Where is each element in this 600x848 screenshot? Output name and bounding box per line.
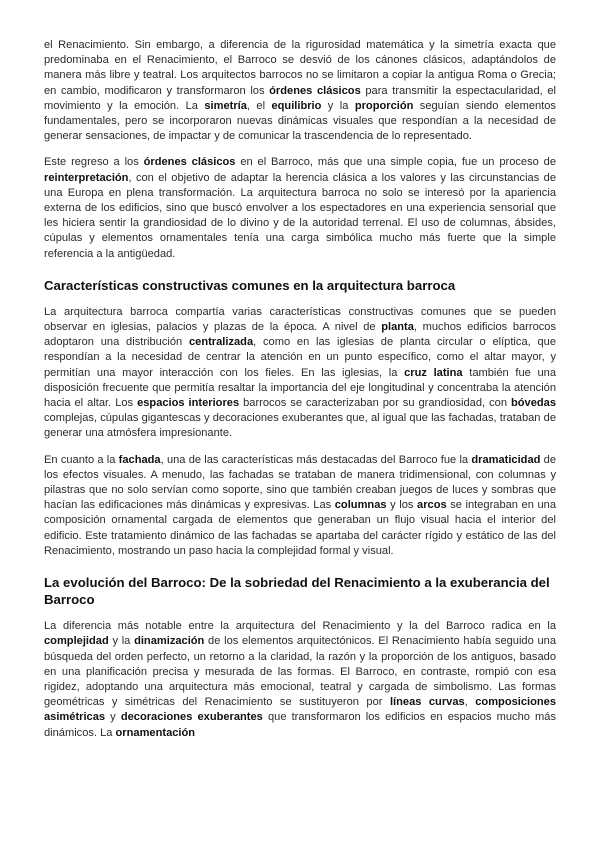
text-run: , una de las características más destacadas del Barroco fue la [160,453,472,466]
body-paragraph [44,305,556,442]
text-run: y [105,711,121,724]
bold-term: columnas [334,499,387,512]
body-paragraph [44,38,556,144]
text-run: barrocos se caracterizaban por su grandiosidad, con [239,397,511,410]
bold-term: dinamización [134,635,205,648]
bold-term: espacios interiores [137,397,240,410]
text-run: , el [246,99,272,112]
bold-term: centralizada [188,336,254,349]
bold-term: simetría [204,99,247,112]
body-paragraph [44,619,556,741]
text-run: La arquitectura barroca compartía varias características constructivas comunes que se pueden observar en iglesias, palacios y plazas de la época. A nivel de [44,305,556,334]
text-run: de los efectos visuales. A menudo, las fachadas se trataban de manera tridimensional, con columnas y pilastras que no solo servían como soporte, sino que también creaban juegos de luces y sombras que hacían las edificaciones más dinámicas y expresivas. Las [44,453,557,512]
text-run: y la [321,99,355,112]
text-run: , como en las iglesias de planta circular o elíptica, que respondían a la necesidad de centrar la atención en un punto específico, como el altar mayor, y permitían una mayor interacción con los fieles. En las iglesias, la [44,336,557,379]
text-run: en el Barroco, más que una simple copia, fue un proceso de [235,156,557,169]
bold-term: decoraciones exuberantes [120,711,263,724]
text-run: también fue una disposición frecuente que permitía resaltar la importancia del eje longitudinal y concentraba la atención hacia el altar. Los [44,366,556,410]
bold-term: proporción [354,99,414,112]
text-run: que transformaron los edificios en espacios mucho más dinámicos. La [44,711,556,739]
section-heading: Características constructivas comunes en la arquitectura barroca [44,277,456,293]
bold-term: reinterpretación [44,171,129,184]
bold-term: líneas curvas [389,696,465,709]
body-paragraph [44,155,556,261]
bold-term: dramaticidad [471,453,541,466]
text-run: y los [386,499,418,512]
bold-term: composiciones asimétricas [44,696,557,724]
text-run: complejas, cúpulas gigantescas y decoraciones exuberantes que, al igual que las fachadas, trataban de generar una atmósfera impresionante. [44,412,556,440]
text-run: , con el objetivo de adaptar la herencia clásica a los valores y las circunstancias de una Europa en plena transformación. La arquitectura barroca no solo se interesó por la apariencia externa de los edificios, sino que buscó envolver a los espectadores en una experiencia sensorial que les hiciera sentir la grandiosidad de lo divino y de la autoridad terrenal. El uso de columnas, ábsides, cúpulas y elementos ornamentales tenía una carga simbólica mucho más fuerte que la simple referencia a la antigüedad. [44,171,556,260]
text-run: seguían siendo elementos fundamentales, pero se incorporaron nuevas dinámicas visuales que respondían a la necesidad de generar sensaciones, de impactar y de comunicar la trascendencia de lo representado. [44,99,556,143]
bold-term: cruz latina [404,366,463,379]
text-run: La diferencia más notable entre la arquitectura del Renacimiento y la del Barroco radica en la [44,620,556,633]
text-run: para transmitir la espectacularidad, el movimiento y la emoción. La [44,84,556,112]
body-paragraph [44,453,556,559]
bold-term: planta [381,321,414,334]
text-run: el Renacimiento. Sin embargo, a diferencia de la rigurosidad matemática y la simetría exacta que predominaba en el Renacimiento, el Barroco se desvió de los cánones clásicos, adaptándolos de manera más libre y teatral. Los arquitectos barrocos no se limitaron a copiar la antigua Roma o Grecia; en cambio, modificaron y transformaron los [44,39,556,97]
bold-term: arcos [417,499,447,512]
bold-term: ornamentación [115,726,196,739]
text-run: , [464,696,476,709]
text-run: Este regreso a los [44,156,144,169]
text-run: se integraban en una composición ornamental cargada de elementos que generaban un flujo visual hacia el interior del edificio. Este tratamiento dinámico de las fachadas se apartaba del carácter rígido y estático de las del Renacimiento, mostrando un paso hacia la complejidad formal y visual. [44,499,556,557]
text-run: y la [108,635,135,648]
bold-term: órdenes clásicos [269,84,361,97]
bold-term: fachada [118,453,161,466]
text-run: En cuanto a la [44,453,119,466]
text-run: , muchos edificios barrocos adoptaron una distribución [44,321,557,349]
bold-term: bóvedas [510,397,556,410]
text-run: de los elementos arquitectónicos. El Renacimiento había seguido una búsqueda del orden perfecto, un retorno a la claridad, la razón y la proporción de los antiguos, basado en una planificación precisa y mesurada de las formas. El Barroco, en contraste, rompió con esa rigidez, adoptando una arquitectura más emocional, teatral y cargada de simbolismo. Las formas geométricas y simétricas del Renacimiento se sustituyeron por [44,635,556,709]
section-heading: La evolución del Barroco: De la sobriedad del Renacimiento a la exuberancia del Barroco [44,575,550,608]
bold-term: órdenes clásicos [143,156,236,169]
bold-term: complejidad [44,635,109,648]
bold-term: equilibrio [271,99,322,112]
